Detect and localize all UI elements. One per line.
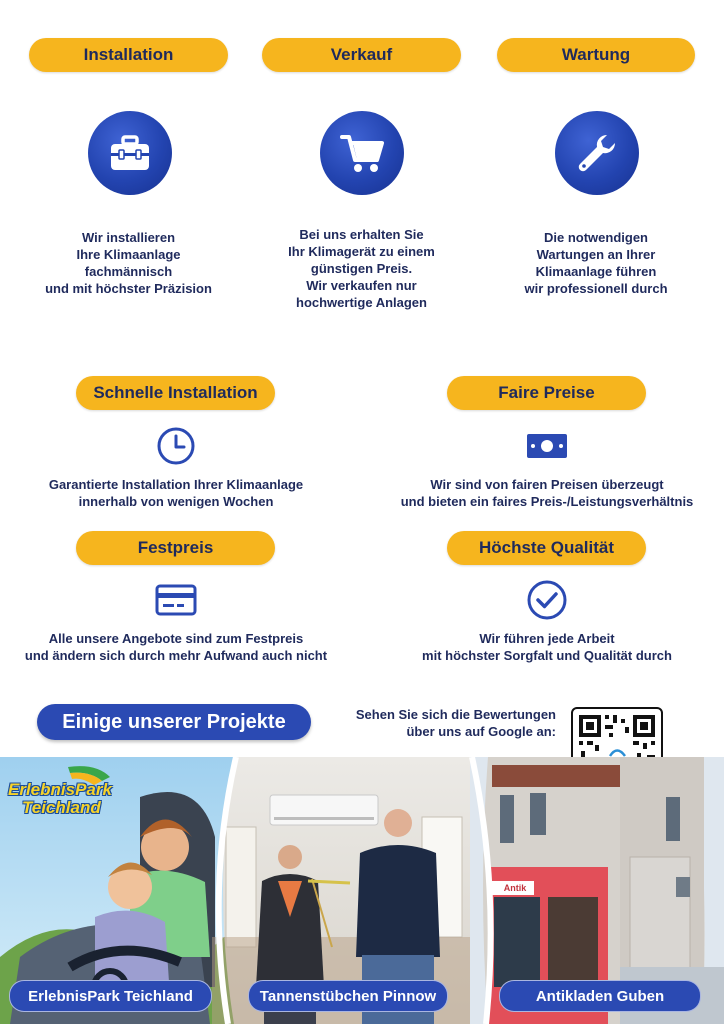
service-pill-installation: Installation — [29, 38, 228, 72]
logo-text-teichland: Teichland — [22, 798, 101, 817]
logo-text-park: Park — [75, 780, 112, 799]
service-desc-installation: Wir installieren Ihre Klimaanlage fachmännisch und mit höchster Präzision — [45, 230, 212, 296]
project-label-tannenstuebchen: Tannenstübchen Pinnow — [248, 980, 448, 1012]
feature-desc-festpreis: Alle unsere Angebote sind zum Festpreis und ändern sich durch mehr Aufwand auch nicht — [24, 631, 328, 663]
feature-pill-schnelle-installation: Schnelle Installation — [76, 376, 275, 410]
project-label-antikladen: Antikladen Guben — [499, 980, 701, 1012]
check-circle-icon — [525, 578, 569, 622]
project-label-erlebnispark: ErlebnisPark Teichland — [9, 980, 212, 1012]
feature-pill-faire-preise: Faire Preise — [447, 376, 646, 410]
shopping-cart-icon — [320, 111, 404, 195]
service-desc-verkauf: Bei uns erhalten Sie Ihr Klimagerät zu einem günstigen Preis. Wir verkaufen nur hochwertige Anlagen — [288, 227, 435, 310]
projects-heading-button: Einige unserer Projekte — [37, 704, 311, 740]
service-pill-verkauf: Verkauf — [262, 38, 461, 72]
wrench-icon — [555, 111, 639, 195]
credit-card-icon — [154, 578, 198, 622]
google-review-text: Sehen Sie sich die Bewertungen über uns auf Google an: — [355, 707, 556, 739]
feature-desc-schnelle-installation: Garantierte Installation Ihrer Klimaanlage innerhalb von wenigen Wochen — [48, 477, 304, 509]
feature-desc-hoechste-qualitaet: Wir führen jede Arbeit mit höchster Sorgfalt und Qualität durch — [422, 631, 672, 663]
banknote-icon — [525, 424, 569, 468]
service-desc-wartung: Die notwendigen Wartungen an Ihrer Klimaanlage führen wir professionell durch — [524, 230, 668, 296]
logo-text-erlebnis: Erlebnis — [8, 780, 76, 799]
feature-pill-festpreis: Festpreis — [76, 531, 275, 565]
service-pill-wartung: Wartung — [497, 38, 695, 72]
feature-desc-faire-preise: Wir sind von fairen Preisen überzeugt und bieten ein faires Preis-/Leistungsverhältnis — [400, 477, 694, 509]
clock-icon — [154, 424, 198, 468]
antik-sign-text: Antik — [503, 883, 527, 893]
feature-pill-hoechste-qualitaet: Höchste Qualität — [447, 531, 646, 565]
toolbox-icon — [88, 111, 172, 195]
